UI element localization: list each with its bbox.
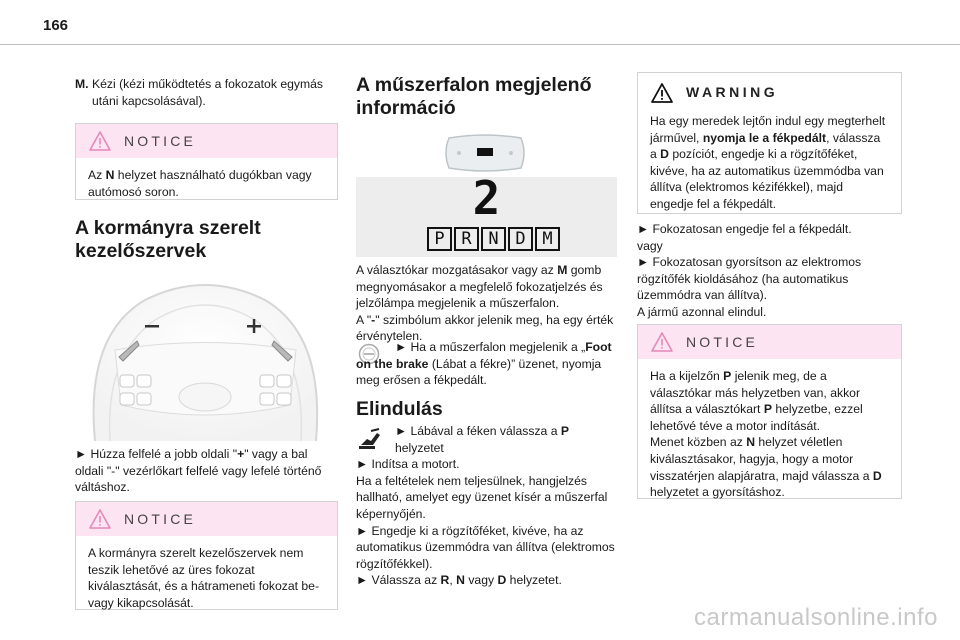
- text: helyzetet.: [506, 573, 562, 588]
- text: jelenik meg, de a választókar más helyzetben van, akkor állítsa a választókart: [650, 369, 860, 417]
- notice-label: NOTICE: [124, 133, 197, 149]
- text: (Lábat a fékre)” üzenet, nyomja meg erősen a fékpedált.: [356, 356, 602, 388]
- heading-starting: Elindulás: [356, 398, 443, 420]
- item-m-letter: M.: [75, 77, 89, 91]
- text: ► Ha a műszerfalon megjelenik a „: [395, 340, 586, 354]
- bold: M: [557, 263, 568, 277]
- notice-box-2: [75, 501, 338, 610]
- text: ► Válassza az: [356, 573, 441, 588]
- notice-text: helyzet használható dugókban vagy autómosó soron.: [88, 168, 312, 199]
- dashboard-indicator-illustration: [443, 134, 527, 172]
- page-number: 166: [43, 17, 69, 34]
- notice-paragraph: [650, 434, 889, 500]
- text: " szimbólum akkor jelenik meg, ha egy érték érvénytelen.: [356, 312, 614, 344]
- gear-letters: [427, 227, 560, 251]
- text: A ": [356, 312, 372, 327]
- instruction-or: vagy: [637, 238, 663, 253]
- steering-instruction: [75, 446, 337, 496]
- starting-steps: [356, 423, 618, 589]
- text: pozíciót, engedje ki a rögzítőféket, kivéve, ha az automatikus üzemmódba van állítva (elektromos kézifékkel), majd engedje fel a fékpedált.: [650, 147, 884, 211]
- notice-body: A kormányra szerelt kezelőszervek nem teszik lehetővé az üres fokozat kiválasztását, és a hátrameneti fokozat be- vagy kikapcsolását.: [88, 546, 320, 610]
- text: helyzetet a gyorsításhoz.: [650, 485, 785, 500]
- warning-header: [638, 73, 901, 111]
- instruction-2: ► Fokozatosan gyorsítson az elektromos rögzítőfék kioldásához (ha automatikus üzemmódra van állítva).: [637, 255, 862, 303]
- warning-box: [637, 72, 902, 214]
- text: Ha a kijelzőn: [650, 369, 724, 383]
- gear-letter-d: D: [508, 227, 533, 251]
- foot-brake-message: [356, 339, 618, 389]
- top-rule: [0, 44, 960, 45]
- bold: R: [440, 573, 450, 588]
- text: ,: [449, 573, 457, 588]
- warning-label: WARNING: [686, 84, 779, 100]
- gear-letter-n: N: [481, 227, 506, 251]
- text: gomb megnyomásakor a megfelelő fokozatjelzés és jelzőlámpa megjelenik a műszerfalon.: [356, 263, 603, 311]
- bold: Foot on the brake: [356, 340, 612, 371]
- bold: D: [660, 147, 669, 162]
- gear-letter-p: P: [427, 227, 452, 251]
- step-3: Ha a feltételek nem teljesülnek, hangjelzés hallható, amelyet egy üzenet kísér a műszerfal képernyőjén.: [356, 473, 608, 521]
- notice-triangle-icon: [650, 331, 674, 353]
- bold: D: [872, 468, 882, 483]
- text: , válassza a: [650, 130, 881, 162]
- text: A választókar mozgatásakor vagy az: [356, 263, 558, 277]
- notice-triangle-icon: [88, 508, 112, 530]
- notice-bold: N: [105, 168, 115, 182]
- notice-label: NOTICE: [124, 511, 197, 527]
- notice-box-1: [75, 123, 338, 200]
- bold: D: [497, 573, 507, 588]
- bold: P: [560, 424, 569, 438]
- notice-header: [76, 124, 337, 158]
- instruction-text: " vagy a bal oldali "-" vezérlőkart felfelé vagy lefelé történő váltáshoz.: [75, 447, 322, 495]
- text: vagy: [464, 573, 498, 588]
- step-1: [356, 423, 618, 456]
- gear-letter-r: R: [454, 227, 479, 251]
- instruction-bold: +: [237, 447, 245, 461]
- watermark: carmanualsonline.info: [694, 604, 938, 631]
- text: helyzetet: [395, 440, 444, 455]
- notice-triangle-icon: [88, 130, 112, 152]
- steering-wheel-illustration: [75, 275, 336, 441]
- step-2: ► Indítsa a motort.: [356, 457, 460, 472]
- notice-header: [638, 325, 901, 359]
- notice-text: Az: [88, 168, 106, 182]
- release-instructions: [637, 221, 899, 321]
- bold: N: [746, 435, 756, 450]
- text: helyzetbe, ezzel lehetővé téve a motor indítását.: [650, 402, 863, 433]
- text: Ha egy meredek lejtőn indul egy megterhelt járművel,: [650, 114, 886, 145]
- notice-body: [76, 158, 337, 200]
- item-m-text: Kézi (kézi működtetés a fokozatok egymás utáni kapcsolásával).: [92, 77, 323, 108]
- instruction-3: A jármű azonnal elindul.: [637, 304, 767, 319]
- bold: -: [371, 312, 376, 327]
- warning-body: [638, 111, 901, 213]
- paragraph: [356, 262, 618, 312]
- text: Menet közben az: [650, 435, 747, 450]
- bold: P: [723, 369, 732, 383]
- step-4: ► Engedje ki a rögzítőféket, kivéve, ha az automatikus üzemmódra van állítva (elektromos rögzítőfékkel).: [356, 523, 615, 571]
- instruction-1: ► Fokozatosan engedje fel a fékpedált.: [637, 222, 852, 236]
- gear-digit: 2: [472, 171, 501, 225]
- notice-box-3: [637, 324, 902, 499]
- dashboard-text: [356, 262, 618, 345]
- text: ► Lábával a féken válassza a: [395, 424, 561, 438]
- notice-header: [76, 502, 337, 536]
- instruction-text: ► Húzza felfelé a jobb oldali ": [75, 447, 238, 461]
- bold: N: [456, 573, 465, 588]
- heading-dashboard-info: A műszerfalon megjelenő információ: [356, 74, 592, 119]
- gear-display: [356, 171, 617, 257]
- bold: nyomja le a fékpedált: [702, 130, 827, 145]
- warning-triangle-icon: [650, 82, 674, 104]
- step-5: [356, 572, 618, 589]
- heading-steering-controls: A kormányra szerelt kezelőszervek: [75, 217, 261, 262]
- gear-letter-m: M: [535, 227, 560, 251]
- text: helyzet véletlen kiválasztásakor, hagyja, hogy a motor visszatérjen alapjáratra, majd válassza a: [650, 435, 873, 483]
- notice-paragraph: [650, 368, 889, 434]
- bold: P: [763, 402, 772, 417]
- notice-label: NOTICE: [686, 334, 759, 350]
- notice-body: [638, 359, 901, 501]
